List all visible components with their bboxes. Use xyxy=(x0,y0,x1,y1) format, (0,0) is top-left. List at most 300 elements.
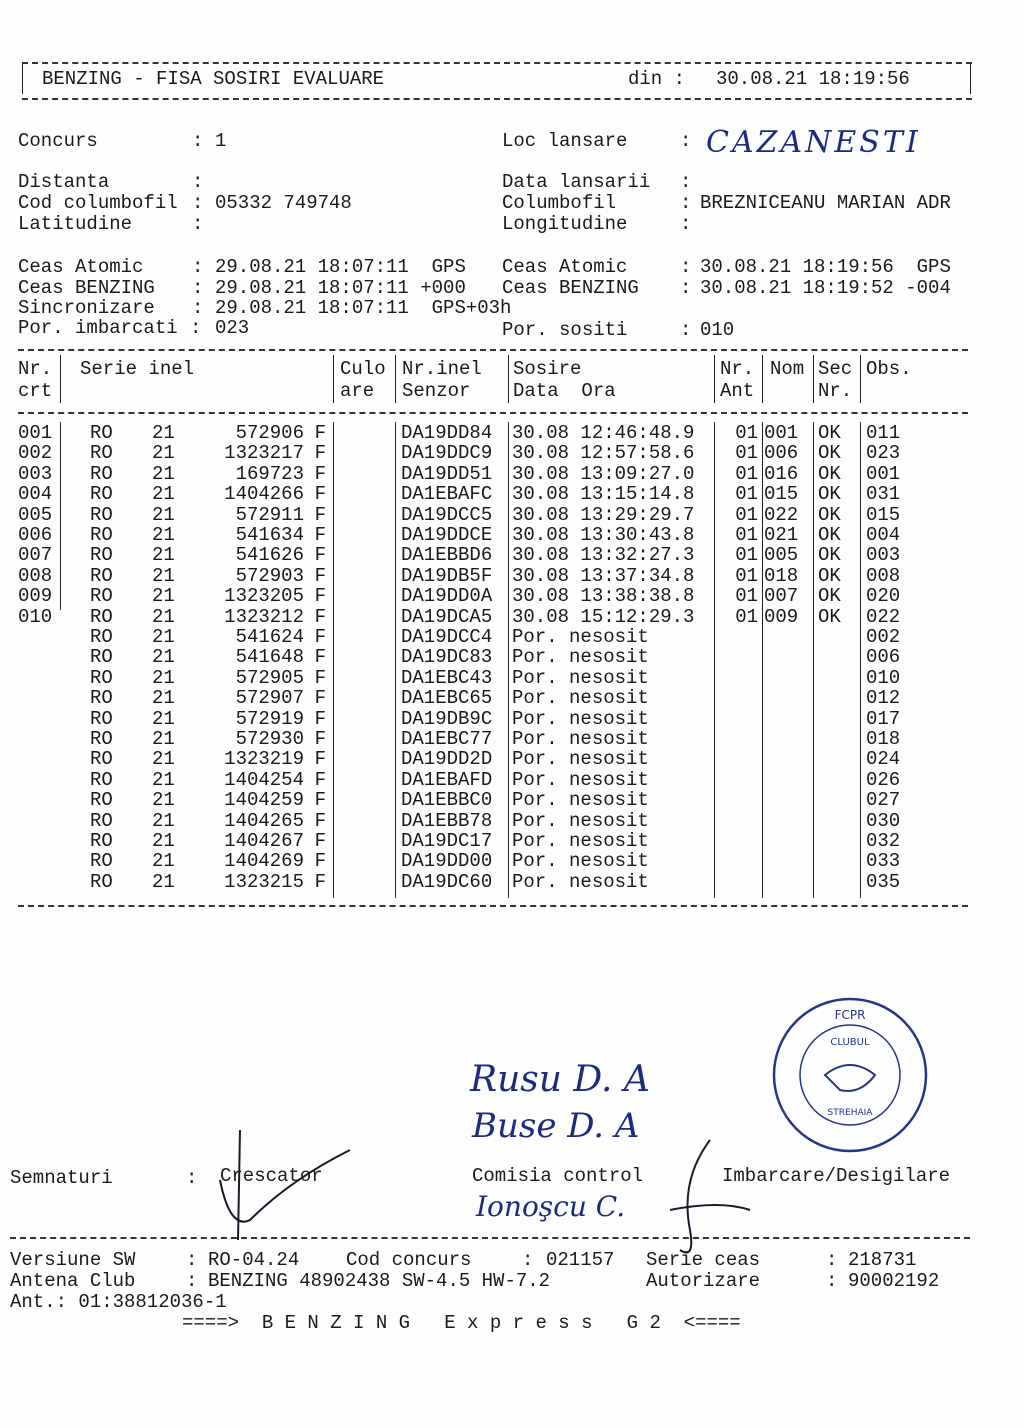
cell-sensor: DA1EBBD6 xyxy=(401,544,493,567)
antenna: BENZING 48902438 SW-4.5 HW-7.2 xyxy=(208,1270,551,1292)
cell-arrival: Por. nesosit xyxy=(512,707,649,730)
info-label: Por. sositi xyxy=(502,319,628,341)
cell-arrival: Por. nesosit xyxy=(512,768,649,791)
cell-yr: 21 xyxy=(152,524,175,546)
column-divider xyxy=(395,422,396,898)
cell-sensor: DA19DDC9 xyxy=(401,442,493,465)
cell-arrival: 30.08 13:15:14.8 xyxy=(512,483,695,506)
cell-ring: 1323212 xyxy=(224,605,304,628)
cell-obs: 015 xyxy=(866,503,901,526)
cell-ctry: RO xyxy=(90,442,113,465)
cell-arrival: 30.08 13:32:27.3 xyxy=(512,544,695,567)
colon: : xyxy=(826,1249,838,1271)
cell-ant: 01 xyxy=(735,585,758,608)
cell-sensor: DA19DC17 xyxy=(401,830,493,852)
cell-arrival: Por. nesosit xyxy=(512,646,649,669)
cell-sec: OK xyxy=(818,524,841,546)
cell-ring: 1404265 xyxy=(224,809,304,832)
cell-nom: 009 xyxy=(764,605,799,628)
table-divider xyxy=(18,412,968,414)
cell-sensor: DA19DD84 xyxy=(401,422,493,444)
info-value: 1 xyxy=(215,130,227,152)
cell-yr: 21 xyxy=(152,789,175,812)
cell-ant: 01 xyxy=(735,564,758,587)
cell-sensor: DA19DC60 xyxy=(401,870,493,893)
cell-sensor: DA19DCA5 xyxy=(401,605,493,628)
cell-ctry: RO xyxy=(90,422,113,444)
cell-arrival: 30.08 12:46:48.9 xyxy=(512,422,695,444)
cell-obs: 010 xyxy=(866,666,901,689)
cell-obs: 033 xyxy=(866,850,901,873)
cell-ant: 01 xyxy=(735,422,758,444)
cell-obs: 022 xyxy=(866,605,901,628)
cell-ctry: RO xyxy=(90,870,113,893)
cell-yr: 21 xyxy=(152,462,175,485)
colon: : xyxy=(680,171,692,193)
column-divider xyxy=(714,355,715,403)
info-value: 29.08.21 18:07:11 GPS xyxy=(215,256,466,278)
column-header-sec2: Nr. xyxy=(818,380,853,402)
cell-yr: 21 xyxy=(152,687,175,710)
cell-sensor: DA1EBAFC xyxy=(401,483,493,506)
colon: : xyxy=(826,1270,838,1292)
signature-comisia-label: Comisia control xyxy=(472,1165,644,1187)
cell-yr: 21 xyxy=(152,809,175,832)
cell-arrival: 30.08 13:09:27.0 xyxy=(512,462,695,485)
cell-yr: 21 xyxy=(152,707,175,730)
cell-sensor: DA19DC83 xyxy=(401,646,493,669)
colon: : xyxy=(680,277,692,299)
cell-sex: F xyxy=(314,605,326,628)
cell-ctry: RO xyxy=(90,809,113,832)
cell-ctry: RO xyxy=(90,564,113,587)
column-divider xyxy=(813,355,814,403)
cell-yr: 21 xyxy=(152,564,175,587)
column-header-obs: Obs. xyxy=(866,358,912,380)
info-label: Longitudine xyxy=(502,213,628,235)
column-divider xyxy=(762,422,763,898)
cell-yr: 21 xyxy=(152,768,175,791)
info-label: Por. imbarcati xyxy=(18,317,178,339)
cell-ring: 572905 xyxy=(235,666,304,689)
software-version-label: Versiune SW xyxy=(10,1249,136,1271)
cell-arrival: Por. nesosit xyxy=(512,789,649,812)
cell-arrival: 30.08 13:30:43.8 xyxy=(512,524,695,546)
signature-imbarcare-label: Imbarcare/Desigilare xyxy=(722,1165,951,1187)
column-divider xyxy=(860,422,861,898)
cell-obs: 020 xyxy=(866,585,901,608)
column-header-inel1: Nr.inel xyxy=(402,358,482,380)
svg-text:FCPR: FCPR xyxy=(834,1008,866,1022)
cell-sex: F xyxy=(314,462,326,485)
column-header-sos1: Sosire xyxy=(513,358,582,380)
cell-obs: 030 xyxy=(866,809,901,832)
cell-sensor: DA19DD0A xyxy=(401,585,493,608)
benzing-banner: ====> B E N Z I N G E x p r e s s G 2 <==== xyxy=(182,1312,741,1334)
cell-ant: 01 xyxy=(735,524,758,546)
column-header-culo2: are xyxy=(340,380,375,402)
cell-ant: 01 xyxy=(735,544,758,567)
cell-sec: OK xyxy=(818,503,841,526)
handwritten-signature: Ionoşcu C. xyxy=(476,1190,626,1223)
column-divider xyxy=(860,355,861,403)
cell-nom: 018 xyxy=(764,564,799,587)
date-label: din : xyxy=(628,68,686,90)
cell-yr: 21 xyxy=(152,748,175,771)
cell-sex: F xyxy=(314,748,326,771)
cell-yr: 21 xyxy=(152,626,175,648)
info-label: Ceas BENZING xyxy=(502,277,639,299)
cell-ant: 01 xyxy=(735,462,758,485)
cell-ant: 01 xyxy=(735,442,758,465)
cell-arrival: Por. nesosit xyxy=(512,830,649,852)
cell-sex: F xyxy=(314,626,326,648)
cell-nr: 006 xyxy=(18,524,53,546)
club-stamp xyxy=(770,995,930,1155)
cell-sec: OK xyxy=(818,483,841,506)
colon: : xyxy=(190,317,202,339)
cell-sec: OK xyxy=(818,585,841,608)
info-label: Data lansarii xyxy=(502,171,651,193)
cell-sensor: DA19DDCE xyxy=(401,524,493,546)
cell-ring: 1404269 xyxy=(224,850,304,873)
cell-arrival: Por. nesosit xyxy=(512,809,649,832)
cell-obs: 011 xyxy=(866,422,901,444)
column-header-nr2: crt xyxy=(18,380,53,402)
divider xyxy=(22,64,23,94)
cell-ctry: RO xyxy=(90,544,113,567)
cell-arrival: 30.08 12:57:58.6 xyxy=(512,442,695,465)
cell-ring: 169723 xyxy=(235,462,304,485)
cell-yr: 21 xyxy=(152,503,175,526)
divider xyxy=(22,62,972,64)
cell-sex: F xyxy=(314,850,326,873)
cell-sensor: DA1EBC43 xyxy=(401,666,493,689)
cell-sex: F xyxy=(314,870,326,893)
cell-sex: F xyxy=(314,728,326,750)
cell-sex: F xyxy=(314,564,326,587)
cell-ring: 541626 xyxy=(235,544,304,567)
cell-ctry: RO xyxy=(90,483,113,506)
cell-arrival: 30.08 13:37:34.8 xyxy=(512,564,695,587)
cell-arrival: Por. nesosit xyxy=(512,666,649,689)
cell-yr: 21 xyxy=(152,442,175,465)
cell-ring: 572911 xyxy=(235,503,304,526)
cell-sensor: DA19DB9C xyxy=(401,707,493,730)
cell-ring: 572919 xyxy=(235,707,304,730)
cell-ctry: RO xyxy=(90,503,113,526)
cell-ring: 1323219 xyxy=(224,748,304,771)
cell-nom: 007 xyxy=(764,585,799,608)
cell-sensor: DA19DD00 xyxy=(401,850,493,873)
column-header-nr1: Nr. xyxy=(18,358,53,380)
cell-obs: 032 xyxy=(866,830,901,852)
cell-ring: 572930 xyxy=(235,728,304,750)
info-label: Concurs xyxy=(18,130,98,152)
cell-ctry: RO xyxy=(90,646,113,669)
cell-sex: F xyxy=(314,524,326,546)
cell-sex: F xyxy=(314,646,326,669)
colon: : xyxy=(192,213,204,235)
info-value: 05332 749748 xyxy=(215,192,352,214)
signatures-label: Semnaturi xyxy=(10,1167,113,1189)
cell-ctry: RO xyxy=(90,605,113,628)
cell-sex: F xyxy=(314,585,326,608)
cell-ring: 1404266 xyxy=(224,483,304,506)
cell-obs: 017 xyxy=(866,707,901,730)
cell-obs: 003 xyxy=(866,544,901,567)
cell-ctry: RO xyxy=(90,626,113,648)
column-header-sec1: Sec xyxy=(818,358,853,380)
cell-obs: 026 xyxy=(866,768,901,791)
cell-ring: 1404254 xyxy=(224,768,304,791)
info-label: Ceas BENZING xyxy=(18,277,155,299)
authorization-label: Autorizare xyxy=(646,1270,761,1292)
cell-sex: F xyxy=(314,707,326,730)
handwritten-signature: Rusu D. A xyxy=(470,1059,650,1100)
cell-obs: 024 xyxy=(866,748,901,771)
info-value: 29.08.21 18:07:11 +000 xyxy=(215,277,466,299)
cell-obs: 002 xyxy=(866,626,901,648)
cell-nr: 004 xyxy=(18,483,53,506)
info-value: 30.08.21 18:19:56 GPS xyxy=(700,256,951,278)
cell-nom: 006 xyxy=(764,442,799,465)
cell-sensor: DA19DD2D xyxy=(401,748,493,771)
info-label: Latitudine xyxy=(18,213,133,235)
cell-yr: 21 xyxy=(152,666,175,689)
cell-sensor: DA1EBC65 xyxy=(401,687,493,710)
cell-yr: 21 xyxy=(152,605,175,628)
cell-ring: 541624 xyxy=(235,626,304,648)
cell-yr: 21 xyxy=(152,483,175,506)
cell-yr: 21 xyxy=(152,830,175,852)
antenna-label: Antena Club xyxy=(10,1270,136,1292)
column-divider xyxy=(714,422,715,898)
colon: : xyxy=(186,1270,198,1292)
cell-yr: 21 xyxy=(152,850,175,873)
column-header-ant1: Nr. xyxy=(720,358,755,380)
info-label: Cod columbofil xyxy=(18,192,178,214)
cell-sec: OK xyxy=(818,544,841,567)
cell-ring: 572906 xyxy=(235,422,304,444)
launch-location-handwritten: CAZANESTI xyxy=(706,125,921,160)
cell-obs: 012 xyxy=(866,687,901,710)
cell-sec: OK xyxy=(818,422,841,444)
cell-sensor: DA19DD51 xyxy=(401,462,493,485)
cell-nr: 002 xyxy=(18,442,53,465)
cell-yr: 21 xyxy=(152,646,175,669)
cell-nr: 008 xyxy=(18,564,53,587)
cell-arrival: 30.08 13:29:29.7 xyxy=(512,503,695,526)
cell-arrival: Por. nesosit xyxy=(512,748,649,771)
cell-sex: F xyxy=(314,830,326,852)
cell-nr: 007 xyxy=(18,544,53,567)
column-header-sos2: Data Ora xyxy=(513,380,616,402)
colon: : xyxy=(680,192,692,214)
cell-obs: 023 xyxy=(866,442,901,465)
cell-nom: 022 xyxy=(764,503,799,526)
cell-sex: F xyxy=(314,666,326,689)
cell-ctry: RO xyxy=(90,830,113,852)
column-divider xyxy=(813,422,814,898)
cell-ctry: RO xyxy=(90,789,113,812)
info-label: Ceas Atomic xyxy=(502,256,628,278)
cell-sex: F xyxy=(314,422,326,444)
colon: : xyxy=(680,256,692,278)
info-label: Columbofil xyxy=(502,192,617,214)
cell-obs: 004 xyxy=(866,524,901,546)
column-divider xyxy=(395,355,396,403)
cell-yr: 21 xyxy=(152,422,175,444)
info-value: 010 xyxy=(700,319,735,341)
cell-sec: OK xyxy=(818,605,841,628)
column-divider xyxy=(60,355,61,403)
colon: : xyxy=(192,130,204,152)
cell-arrival: Por. nesosit xyxy=(512,728,649,750)
cell-ant: 01 xyxy=(735,483,758,506)
column-divider xyxy=(508,355,509,403)
cell-ring: 541634 xyxy=(235,524,304,546)
svg-text:STREHAIA: STREHAIA xyxy=(827,1108,873,1118)
colon: : xyxy=(192,256,204,278)
cell-nom: 015 xyxy=(764,483,799,506)
table-divider xyxy=(18,349,968,351)
cell-ctry: RO xyxy=(90,666,113,689)
cell-ctry: RO xyxy=(90,768,113,791)
info-value: 29.08.21 18:07:11 GPS+03h xyxy=(215,297,512,319)
cell-obs: 027 xyxy=(866,789,901,812)
colon: : xyxy=(192,192,204,214)
cell-obs: 035 xyxy=(866,870,901,893)
colon: : xyxy=(192,277,204,299)
colon: : xyxy=(680,319,692,341)
cell-ring: 572903 xyxy=(235,564,304,587)
cell-ant: 01 xyxy=(735,503,758,526)
cell-obs: 008 xyxy=(866,564,901,587)
software-version: RO-04.24 xyxy=(208,1249,300,1271)
colon: : xyxy=(192,171,204,193)
info-label: Distanta xyxy=(18,171,110,193)
info-value: 30.08.21 18:19:52 -004 xyxy=(700,277,951,299)
cell-arrival: 30.08 15:12:29.3 xyxy=(512,605,695,628)
cell-sex: F xyxy=(314,544,326,567)
colon: : xyxy=(680,213,692,235)
cell-ant: 01 xyxy=(735,605,758,628)
cell-ring: 1404259 xyxy=(224,789,304,812)
table-divider xyxy=(18,905,968,907)
date-value: 30.08.21 18:19:56 xyxy=(716,68,910,90)
cell-sex: F xyxy=(314,768,326,791)
contest-code-label: Cod concurs xyxy=(346,1249,472,1271)
info-label: Sincronizare xyxy=(18,297,155,319)
column-divider xyxy=(333,422,334,898)
column-divider xyxy=(762,355,763,403)
cell-ctry: RO xyxy=(90,687,113,710)
cell-nom: 001 xyxy=(764,422,799,444)
cell-sensor: DA1EBBC0 xyxy=(401,789,493,812)
divider xyxy=(22,98,972,100)
info-label: Ceas Atomic xyxy=(18,256,144,278)
cell-nom: 016 xyxy=(764,462,799,485)
cell-ctry: RO xyxy=(90,748,113,771)
cell-ctry: RO xyxy=(90,707,113,730)
cell-sex: F xyxy=(314,789,326,812)
cell-yr: 21 xyxy=(152,585,175,608)
cell-sensor: DA19DB5F xyxy=(401,564,493,587)
cell-arrival: Por. nesosit xyxy=(512,870,649,893)
cell-sex: F xyxy=(314,687,326,710)
colon: : xyxy=(186,1167,198,1189)
cell-ctry: RO xyxy=(90,728,113,750)
cell-arrival: Por. nesosit xyxy=(512,626,649,648)
cell-yr: 21 xyxy=(152,728,175,750)
cell-ctry: RO xyxy=(90,524,113,546)
cell-nom: 005 xyxy=(764,544,799,567)
column-header-ant2: Ant xyxy=(720,380,755,402)
cell-arrival: Por. nesosit xyxy=(512,850,649,873)
column-header-inel2: Senzor xyxy=(402,380,471,402)
column-header-serie: Serie inel xyxy=(80,358,195,380)
cell-yr: 21 xyxy=(152,870,175,893)
cell-sec: OK xyxy=(818,442,841,465)
cell-sec: OK xyxy=(818,462,841,485)
cell-nr: 003 xyxy=(18,462,53,485)
cell-sec: OK xyxy=(818,564,841,587)
authorization: 90002192 xyxy=(848,1270,940,1292)
cell-sensor: DA1EBC77 xyxy=(401,728,493,750)
signature-scribbles xyxy=(200,1120,760,1260)
cell-ring: 572907 xyxy=(235,687,304,710)
column-divider xyxy=(333,355,334,403)
cell-nr: 009 xyxy=(18,585,53,608)
cell-yr: 21 xyxy=(152,544,175,567)
cell-obs: 006 xyxy=(866,646,901,669)
cell-arrival: Por. nesosit xyxy=(512,687,649,710)
antenna-id: Ant.: 01:38812036-1 xyxy=(10,1291,227,1313)
cell-sex: F xyxy=(314,809,326,832)
document-title: BENZING - FISA SOSIRI EVALUARE xyxy=(42,68,385,90)
cell-sex: F xyxy=(314,442,326,465)
svg-text:CLUBUL: CLUBUL xyxy=(830,1037,870,1048)
cell-obs: 001 xyxy=(866,462,901,485)
column-header-nom: Nom xyxy=(770,358,805,380)
signature-crescator-label: Crescator xyxy=(220,1165,323,1187)
colon: : xyxy=(680,130,692,152)
handwritten-signature: Buse D. A xyxy=(472,1106,640,1146)
cell-ring: 1323217 xyxy=(224,442,304,465)
cell-nom: 021 xyxy=(764,524,799,546)
cell-sensor: DA1EBAFD xyxy=(401,768,493,791)
cell-ctry: RO xyxy=(90,850,113,873)
cell-ctry: RO xyxy=(90,585,113,608)
cell-ring: 541648 xyxy=(235,646,304,669)
clock-serial: 218731 xyxy=(848,1249,917,1271)
cell-ctry: RO xyxy=(90,462,113,485)
cell-nr: 005 xyxy=(18,503,53,526)
cell-obs: 031 xyxy=(866,483,901,506)
info-value: BREZNICEANU MARIAN ADR xyxy=(700,192,951,214)
cell-nr: 001 xyxy=(18,422,53,444)
cell-sex: F xyxy=(314,503,326,526)
info-label: Loc lansare xyxy=(502,130,628,152)
cell-sensor: DA1EBB78 xyxy=(401,809,493,832)
cell-sensor: DA19DCC4 xyxy=(401,626,493,648)
cell-nr: 010 xyxy=(18,605,53,628)
cell-ring: 1404267 xyxy=(224,830,304,852)
cell-arrival: 30.08 13:38:38.8 xyxy=(512,585,695,608)
clock-serial-label: Serie ceas xyxy=(646,1249,761,1271)
divider xyxy=(970,64,971,94)
